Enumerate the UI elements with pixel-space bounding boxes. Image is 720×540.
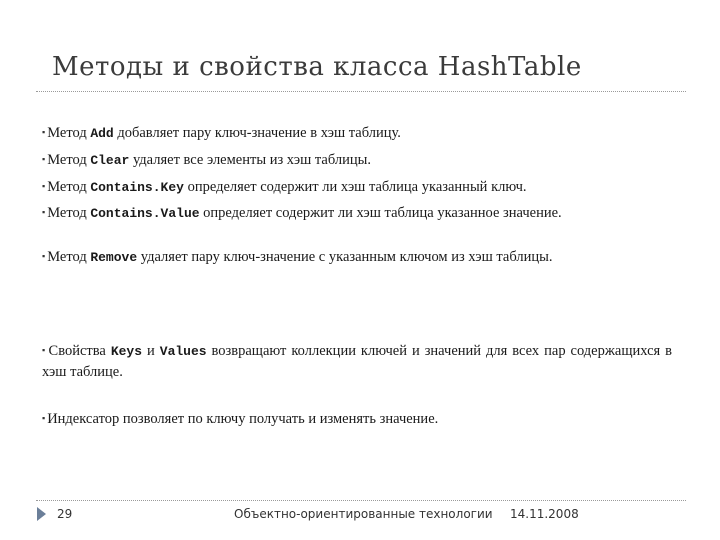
paragraph-add xyxy=(42,122,672,144)
method-name: Contains.Key xyxy=(90,180,184,195)
paragraph-properties xyxy=(42,340,672,382)
method-description: удаляет все элементы из хэш таблицы. xyxy=(129,152,371,168)
method-description: определяет содержит ли хэш таблица указанное значение. xyxy=(199,205,562,221)
paragraph-contains-key xyxy=(42,176,672,198)
method-description: удаляет пару ключ-значение с указанным ключом из хэш таблицы. xyxy=(137,249,553,265)
paragraph-clear xyxy=(42,149,672,171)
bullet-icon: ▪ xyxy=(42,181,46,191)
method-prefix: Метод xyxy=(47,249,91,265)
indexer-description: Индексатор позволяет по ключу получать и изменять значение. xyxy=(47,411,439,427)
bullet-icon: ▪ xyxy=(42,154,46,164)
paragraph-contains-value xyxy=(42,202,672,224)
method-name: Clear xyxy=(90,153,130,168)
slide-title: Методы и свойства класса HashTable xyxy=(52,52,582,82)
method-description: определяет содержит ли хэш таблица указанный ключ. xyxy=(183,179,527,195)
properties-conjunction: и xyxy=(142,343,160,359)
method-name: Remove xyxy=(90,250,138,265)
property-values: Values xyxy=(159,344,207,359)
bullet-icon: ▪ xyxy=(42,345,47,355)
bullet-icon: ▪ xyxy=(42,251,46,261)
property-keys: Keys xyxy=(110,344,143,359)
method-description: добавляет пару ключ-значение в хэш таблицу. xyxy=(113,125,401,141)
method-prefix: Метод xyxy=(47,125,91,141)
bullet-icon: ▪ xyxy=(42,413,46,423)
method-prefix: Метод xyxy=(47,152,91,168)
bullet-icon: ▪ xyxy=(42,127,46,137)
properties-description: возвращают коллекции ключей и значений для всех пар содержащихся в хэш таблице. xyxy=(42,343,673,380)
page-number: 29 xyxy=(57,507,73,521)
bullet-icon: ▪ xyxy=(42,207,46,217)
method-name: Contains.Value xyxy=(90,206,200,221)
properties-prefix: Свойства xyxy=(48,343,111,359)
method-prefix: Метод xyxy=(47,179,91,195)
title-divider xyxy=(36,91,686,92)
footer-date: 14.11.2008 xyxy=(510,507,579,521)
footer-arrow-icon xyxy=(37,507,46,521)
method-prefix: Метод xyxy=(47,205,91,221)
method-name: Add xyxy=(90,126,114,141)
paragraph-indexer xyxy=(42,408,672,429)
paragraph-remove xyxy=(42,246,672,268)
footer-divider xyxy=(36,500,686,501)
footer-course-title: Объектно-ориентированные технологии xyxy=(234,507,493,521)
